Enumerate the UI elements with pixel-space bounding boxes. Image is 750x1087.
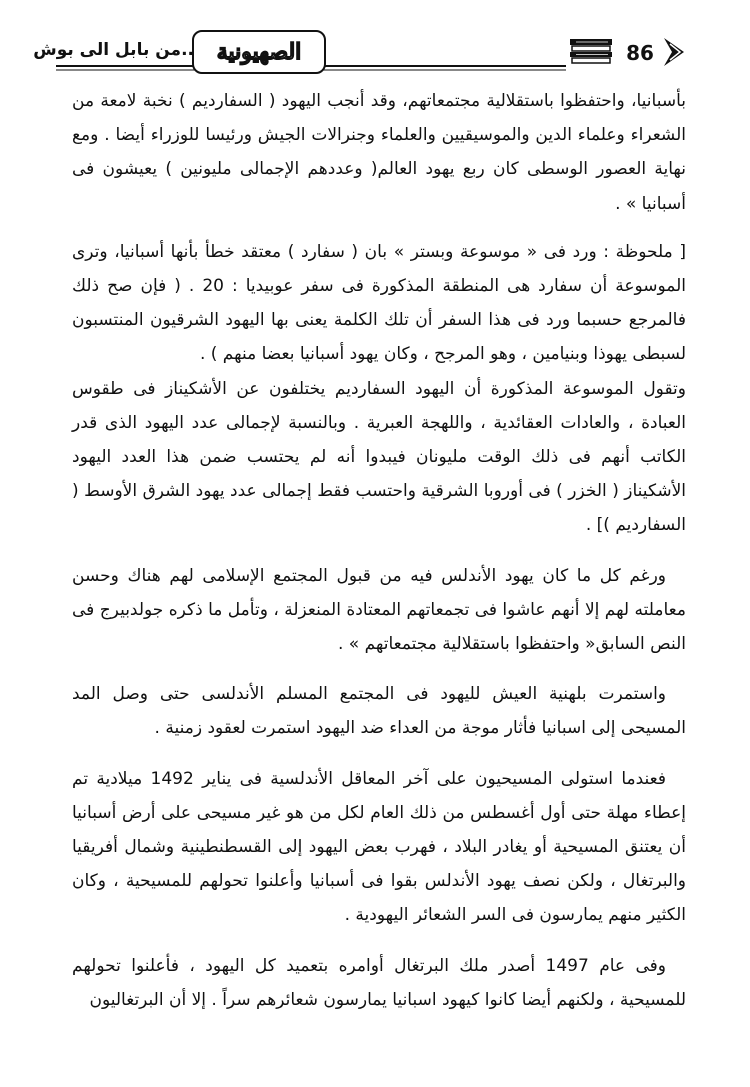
paragraph: فعندما استولى المسيحيون على آخر المعاقل الأندلسية فى يناير 1492 ميلادية تم إعطاء مهلة حتى أول أغسطس من ذلك العام لكل من هو غير مسيحى على أرض أسبانيا أن يعتنق المسيحية أو يغادر البلاد ، فهرب بعض اليهود إلى القسطنطينية وشمال أفريقيا والبرتغال ، ولكن نصف يهود الأندلس بقوا فى أسبانيا وأعلنوا تحولهم للمسيحية ، وكان الكثير منهم يمارسون فى السر الشعائر اليهودية . [72, 768, 686, 926]
book-subtitle: ..من بابل الى بوش [33, 40, 194, 60]
page-number: 86 [626, 41, 654, 65]
book-title: الصهيونية [216, 39, 302, 65]
note-paragraph: [ ملحوظة : ورد فى « موسوعة وبستر » بان ( سفارد ) معتقد خطأ بأنها أسبانيا، وترى الموسوعة أن سفارد هى المنطقة المذكورة فى سفر عوبيديا : 20 . ( فإن صح ذلك فالمرجع حسبما ورد فى هذا السفر أن تلك الكلمة يعنى بها اليهود الشرقيون المنتسبون لسبطى يهوذا وبنيامين ، وهو المرجح ، وكان يهود أسبانيا بعضا منهم ) . [72, 241, 686, 365]
paragraph: واستمرت بلهنية العيش لليهود فى المجتمع المسلم الأندلسى حتى وصل المد المسيحى إلى اسبانيا فأثار موجة من العداء ضد اليهود استمرت لعقود زمنية . [72, 684, 686, 739]
book-title-frame [192, 30, 326, 74]
paragraph: وتقول الموسوعة المذكورة أن اليهود السفارديم يختلفون عن الأشكيناز فى طقوس العبادة ، والعادات العقائدية ، واللهجة العبرية . وبالنسبة لإجمالى عدد اليهود الذى قدر الكاتب أنهم فى ذلك الوقت مليونان فيبدوا أنه لم يحتسب ضمن هذا العدد اليهود الأشكيناز ( الخزر ) فى أوروبا الشرقية واحتسب فقط إجمالى عدد يهود الشرق الأوسط ( السفارديم )] . [72, 378, 686, 536]
paragraph: وفى عام 1497 أصدر ملك البرتغال أوامره بتعميد كل اليهود ، فأعلنوا تحولهم للمسيحية ، ولكنهم أيضا كانوا كيهود اسبانيا يمارسون شعائرهم سراً . إلا أن البرتغاليون [72, 955, 686, 1010]
paragraph: بأسبانيا، واحتفظوا باستقلالية مجتمعاتهم، وقد أنجب اليهود ( السفارديم ) نخبة لامعة من الشعراء وعلماء الدين والموسيقيين والعلماء وجنرالات الجيش ورئيسا للوزراء أيضا . ومع نهاية العصور الوسطى كان ربع يهود العالم( وعددهم الإجمالى مليونين ) يعيشون فى أسبانيا » . [72, 91, 686, 214]
page-header [0, 0, 750, 80]
paragraph: ورغم كل ما كان يهود الأندلس فيه من قبول المجتمع الإسلامى لهم هناك وحسن معاملته لهم إلا أنهم عاشوا فى تجمعاتهم المعتادة المنعزلة ، وتأمل ما ذكره جولدبيرج فى النص السابق« واحتفظوا باستقلالية مجتمعاتهم » . [72, 565, 686, 655]
page-body [72, 84, 686, 1017]
books-icon [568, 36, 614, 66]
